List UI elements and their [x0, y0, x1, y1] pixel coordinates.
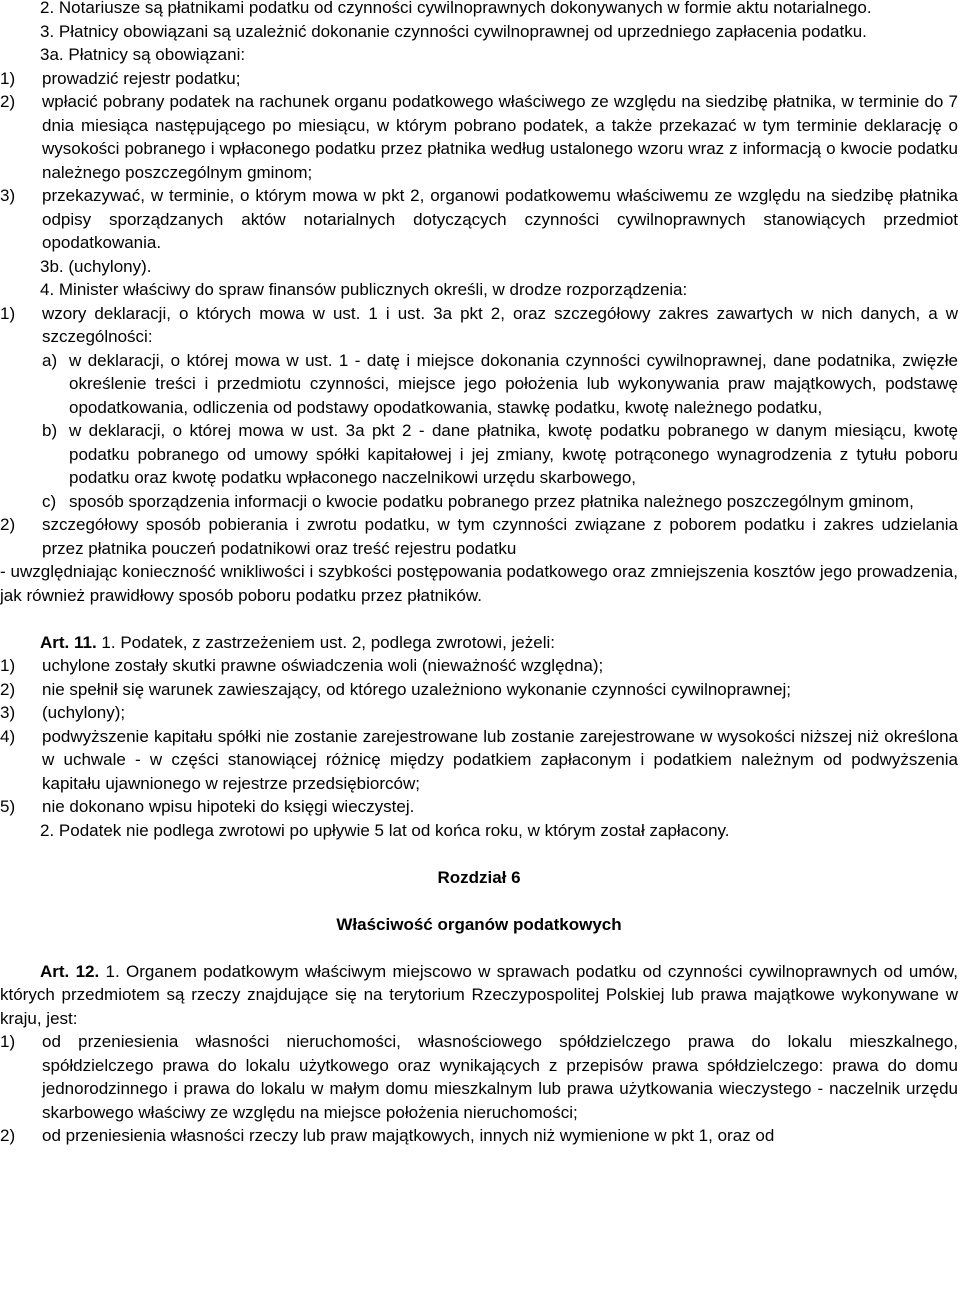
- list-number: 2): [0, 679, 16, 699]
- spacer: [0, 842, 958, 866]
- list-text: od przeniesienia własności nieruchomości, własnościowego spółdzielczego prawa do lokalu mieszkalnego, spółdzielczego prawa do lokalu użytkowego oraz wynikających z przepisów prawa spółdzielczego: prawa do domu jednorodzinnego i prawa do lokalu w małym domu mieszkalnym lub prawa użytkowania wieczystego - naczelnik urzędu skarbowego właściwy ze względu na miejsce położenia nieruchomości;: [42, 1032, 958, 1122]
- sub-list-item: [0, 490, 958, 514]
- list-text: wzory deklaracji, o których mowa w ust. 1 i ust. 3a pkt 2, oraz szczegółowy zakres zawartych w nich danych, a w szczególności:: [42, 303, 958, 346]
- spacer: [0, 936, 958, 960]
- list-item: [0, 701, 958, 725]
- article-11-paragraph-2: 2. Podatek nie podlega zwrotowi po upływie 5 lat od końca roku, w którym został zapłacony.: [40, 820, 730, 840]
- list-number: 1): [0, 68, 16, 88]
- article-12-lead: [0, 960, 958, 1031]
- list-number: 1): [0, 1032, 16, 1051]
- list-number: 3): [0, 186, 16, 205]
- list-number: 2): [0, 515, 16, 534]
- paragraph-4-tail: - uwzględniając konieczność wnikliwości i szybkości postępowania podatkowego oraz zmniejszenia kosztów jego prowadzenia, jak również prawidłowy sposób poboru podatku przez płatników.: [0, 562, 958, 605]
- list-item: [0, 725, 958, 796]
- sub-list-text: sposób sporządzenia informacji o kwocie podatku pobranego przez płatnika należnego poszczególnym gminom,: [69, 491, 914, 511]
- sub-list-letter: a): [42, 350, 58, 370]
- sub-list-letter: c): [42, 491, 57, 511]
- list-text: podwyższenie kapitału spółki nie zostanie zarejestrowane lub zostanie zarejestrowane w wysokości niższej niż określona w uchwale - w części stanowiącej różnicę między podatkiem zapłaconym i podatkiem należnym od podwyższenia kapitału ujawnionego w rejestrze przedsiębiorców;: [42, 726, 958, 793]
- list-item: [0, 302, 958, 349]
- sub-list-item: [0, 419, 958, 490]
- list-number: 3): [0, 703, 16, 722]
- list-text: przekazywać, w terminie, o którym mowa w pkt 2, organowi podatkowemu właściwemu ze względu na siedzibę płatnika odpisy sporządzanych aktów notarialnych dotyczących czynności cywilnoprawnych stanowiących przedmiot opodatkowania.: [42, 186, 958, 252]
- list-item: [0, 654, 958, 678]
- list-text: od przeniesienia własności rzeczy lub praw majątkowych, innych niż wymienione w pkt 1, oraz od: [42, 1126, 775, 1145]
- list-item: [0, 678, 958, 702]
- article-11-lead-text: 1. Podatek, z zastrzeżeniem ust. 2, podlega zwrotowi, jeżeli:: [96, 632, 555, 652]
- list-text: nie spełnił się warunek zawieszający, od którego uzależniono wykonanie czynności cywilnoprawnej;: [42, 679, 792, 699]
- list-text: (uchylony);: [42, 703, 126, 722]
- sub-list-text: w deklaracji, o której mowa w ust. 3a pkt 2 - dane płatnika, kwotę podatku pobranego w danym miesiącu, kwotę podatku pobranego od umowy spółki kapitałowej i jej zmiany, kwotę potrąconego wynagrodzenia z tytułu poboru podatku oraz kwotę podatku wpłaconego naczelnikowi urzędu skarbowego,: [69, 421, 958, 487]
- list-text: uchylone zostały skutki prawne oświadczenia woli (nieważność względna);: [42, 656, 604, 675]
- sub-list-letter: b): [42, 421, 58, 440]
- sub-list-text: w deklaracji, o której mowa w ust. 1 - datę i miejsce dokonania czynności cywilnoprawnej, dane podatnika, zwięzłe określenie treści i przedmiotu czynności, miejsce jego położenia lub wykonywania praw majątkowych, podstawę opodatkowania, odliczenia od podstawy opodatkowania, stawkę podatku, kwotę należnego podatku,: [69, 350, 958, 417]
- paragraph-3a: 3a. Płatnicy są obowiązani:: [40, 45, 246, 64]
- list-item: [0, 795, 958, 819]
- list-number: 4): [0, 726, 16, 746]
- article-12-label: Art. 12.: [40, 961, 100, 981]
- sub-list-item: [0, 349, 958, 420]
- list-number: 1): [0, 303, 16, 323]
- list-text: szczegółowy sposób pobierania i zwrotu podatku, w tym czynności związane z poborem podatku i zakres udzielania przez płatnika pouczeń podatnikowi oraz treść rejestru podatku: [42, 515, 958, 558]
- paragraph-2-notaries: 2. Notariusze są płatnikami podatku od czynności cywilnoprawnych dokonywanych w formie aktu notarialnego.: [40, 0, 872, 17]
- spacer: [0, 607, 958, 631]
- list-item: [0, 67, 958, 91]
- list-text: wpłacić pobrany podatek na rachunek organu podatkowego właściwego ze względu na siedzibę płatnika, w terminie do 7 dnia miesiąca następującego po miesiącu, w którym pobrano podatek, a także przekazać w tym terminie deklarację o wysokości pobranego i wpłaconego podatku przez płatnika według ustalonego wzoru wraz z informacją o kwocie podatku należnego poszczególnym gminom;: [42, 92, 958, 182]
- list-number: 2): [0, 1126, 16, 1145]
- article-11-label: Art. 11.: [40, 632, 97, 652]
- list-item: [0, 1124, 958, 1148]
- list-text: nie dokonano wpisu hipoteki do księgi wieczystej.: [42, 797, 415, 816]
- spacer: [0, 889, 958, 913]
- chapter-number: Rozdział 6: [437, 867, 521, 887]
- list-item: [0, 513, 958, 560]
- list-number: 2): [0, 92, 16, 111]
- paragraph-3: 3. Płatnicy obowiązani są uzależnić dokonanie czynności cywilnoprawnej od uprzedniego zapłacenia podatku.: [40, 21, 867, 41]
- list-number: 5): [0, 797, 16, 816]
- paragraph-4: 4. Minister właściwy do spraw finansów publicznych określi, w drodze rozporządzenia:: [40, 280, 688, 299]
- list-item: [0, 1030, 958, 1124]
- chapter-title: Właściwość organów podatkowych: [336, 914, 622, 934]
- paragraph-3b: 3b. (uchylony).: [40, 256, 152, 276]
- list-item: [0, 90, 958, 184]
- list-item: [0, 184, 958, 255]
- list-text: prowadzić rejestr podatku;: [42, 68, 241, 88]
- list-number: 1): [0, 656, 16, 675]
- article-11-lead: [0, 631, 958, 655]
- article-12-lead-text: 1. Organem podatkowym właściwym miejscowo w sprawach podatku od czynności cywilnoprawnych od umów, których przedmiotem są rzeczy znajdujące się na terytorium Rzeczypospolitej Polskiej lub prawa majątkowe wykonywane w kraju, jest:: [0, 961, 958, 1028]
